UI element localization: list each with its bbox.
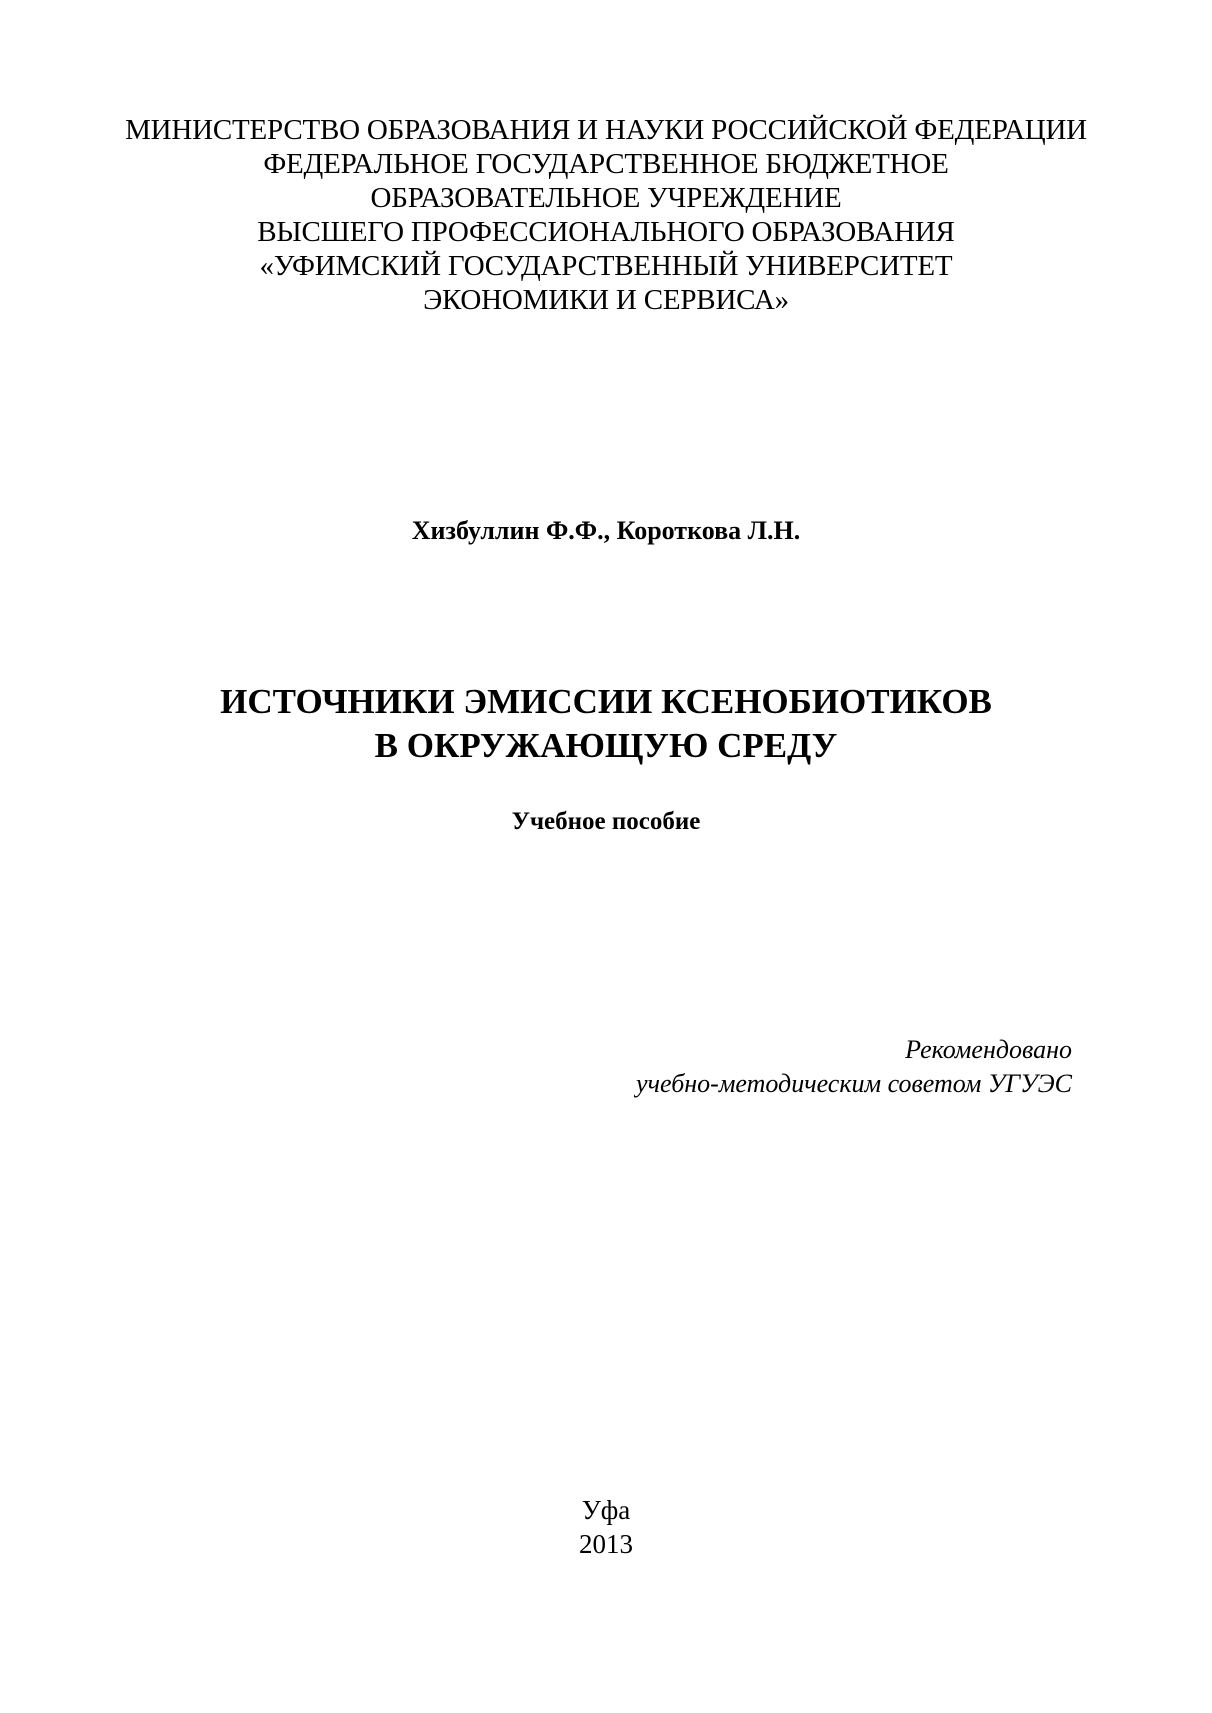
publication-city: Уфа bbox=[581, 1495, 631, 1525]
book-title-line: ИСТОЧНИКИ ЭМИССИИ КСЕНОБИОТИКОВ bbox=[220, 682, 992, 721]
recommendation-note bbox=[636, 1033, 1072, 1101]
book-title-line: В ОКРУЖАЮЩУЮ СРЕДУ bbox=[374, 726, 838, 765]
institution-header-line: ФЕДЕРАЛЬНОЕ ГОСУДАРСТВЕННОЕ БЮДЖЕТНОЕ bbox=[263, 148, 949, 180]
publication-year: 2013 bbox=[579, 1529, 633, 1559]
authors: Хизбуллин Ф.Ф., Короткова Л.Н. bbox=[411, 516, 801, 545]
institution-header-line: ОБРАЗОВАТЕЛЬНОЕ УЧРЕЖДЕНИЕ bbox=[370, 182, 842, 214]
institution-header-line: ЭКОНОМИКИ И СЕРВИСА» bbox=[423, 284, 789, 316]
book-title bbox=[0, 680, 1212, 768]
recommendation-line: Рекомендовано bbox=[905, 1035, 1072, 1064]
institution-header bbox=[0, 113, 1212, 317]
book-subtitle: Учебное пособие bbox=[511, 808, 701, 835]
institution-header-line: «УФИМСКИЙ ГОСУДАРСТВЕННЫЙ УНИВЕРСИТЕТ bbox=[259, 250, 953, 282]
recommendation-line: учебно-методическим советом УГУЭС bbox=[636, 1069, 1072, 1098]
institution-header-line: ВЫСШЕГО ПРОФЕССИОНАЛЬНОГО ОБРАЗОВАНИЯ bbox=[257, 216, 955, 248]
institution-header-line: МИНИСТЕРСТВО ОБРАЗОВАНИЯ И НАУКИ РОССИЙСКОЙ ФЕДЕРАЦИИ bbox=[125, 114, 1087, 146]
publication-imprint bbox=[0, 1493, 1212, 1561]
